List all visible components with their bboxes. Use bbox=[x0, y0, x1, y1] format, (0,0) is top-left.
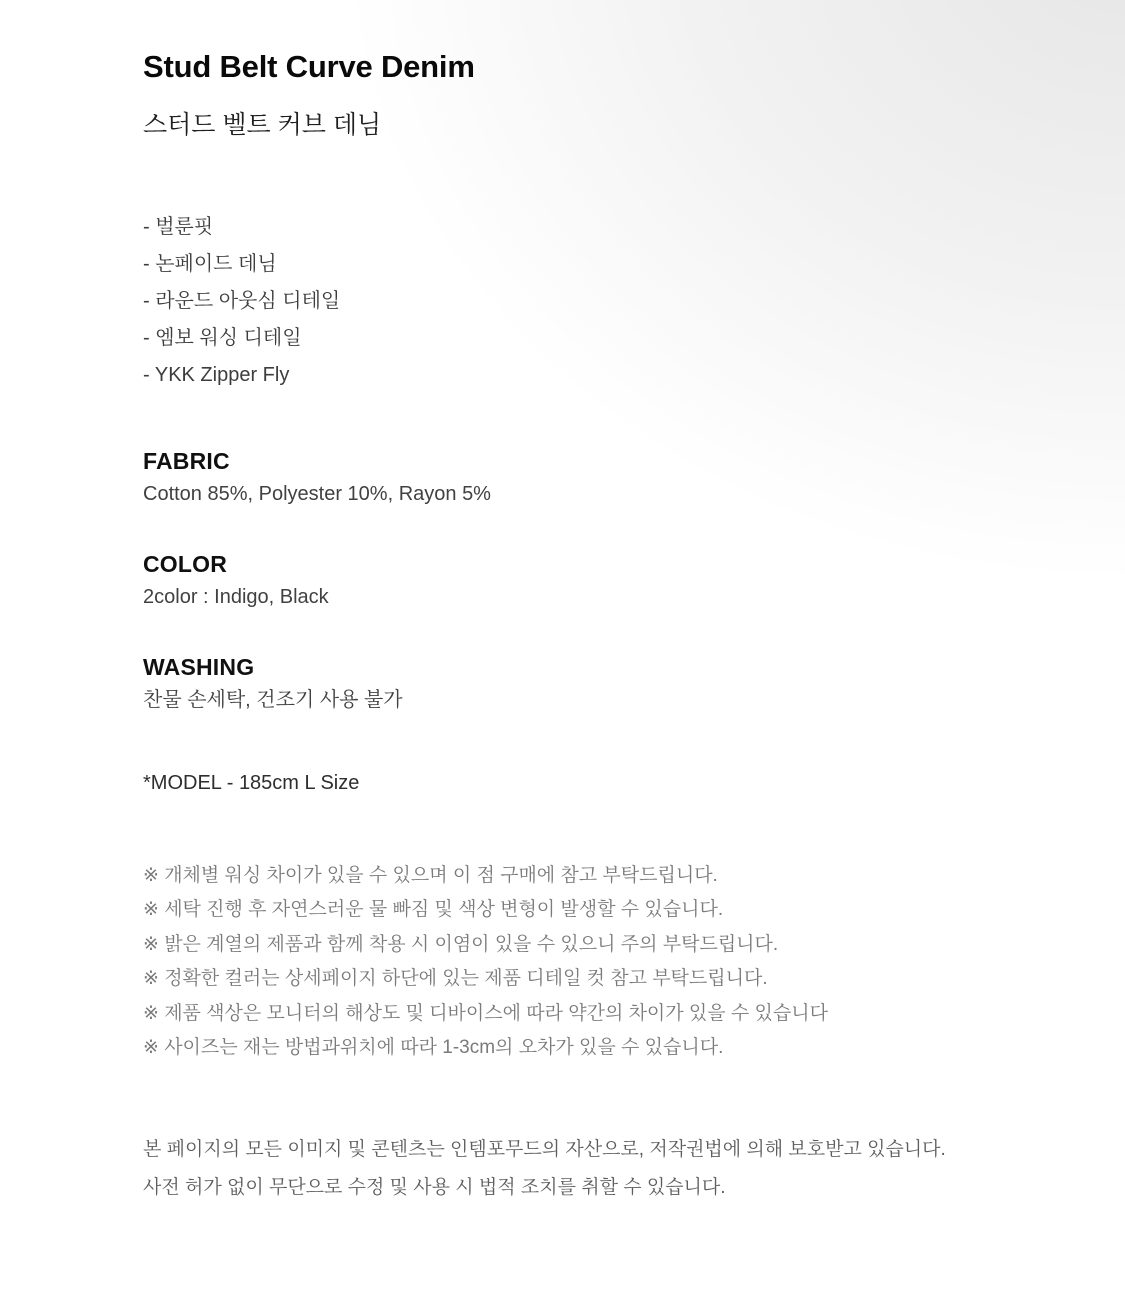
washing-heading: WASHING bbox=[143, 654, 255, 680]
copyright-block bbox=[143, 1131, 1065, 1207]
notice-item: ※ 세탁 진행 후 자연스러운 물 빠짐 및 색상 변형이 발생할 수 있습니다. bbox=[143, 899, 724, 921]
color-value: 2color : Indigo, Black bbox=[143, 586, 329, 608]
feature-item: - 논페이드 데님 bbox=[143, 253, 277, 275]
washing-value: 찬물 손세탁, 건조기 사용 불가 bbox=[143, 689, 403, 711]
notice-item: ※ 제품 색상은 모니터의 해상도 및 디바이스에 따라 약간의 차이가 있을 수 있습니다 bbox=[143, 1002, 828, 1024]
feature-item: - 벌룬핏 bbox=[143, 216, 214, 238]
color-section bbox=[143, 549, 1065, 610]
product-title-korean: 스터드 벨트 커브 데님 bbox=[143, 111, 382, 139]
fabric-section bbox=[143, 446, 1065, 507]
feature-item: - YKK Zipper Fly bbox=[143, 364, 290, 386]
fabric-heading: FABRIC bbox=[143, 448, 230, 474]
notice-item: ※ 사이즈는 재는 방법과위치에 따라 1-3cm의 오차가 있을 수 있습니다. bbox=[143, 1037, 724, 1059]
feature-item: - 라운드 아웃심 디테일 bbox=[143, 290, 341, 312]
feature-item: - 엠보 워싱 디테일 bbox=[143, 327, 302, 349]
notice-item: ※ 정확한 컬러는 상세페이지 하단에 있는 제품 디테일 컷 참고 부탁드립니다. bbox=[143, 968, 768, 990]
copyright-line: 본 페이지의 모든 이미지 및 콘텐츠는 인템포무드의 자산으로, 저작권법에 의해 보호받고 있습니다. bbox=[143, 1139, 946, 1161]
notice-list bbox=[143, 859, 1065, 1065]
copyright-line: 사전 허가 없이 무단으로 수정 및 사용 시 법적 조치를 취할 수 있습니다. bbox=[143, 1177, 726, 1199]
product-title-english: Stud Belt Curve Denim bbox=[143, 49, 475, 84]
notice-item: ※ 밝은 계열의 제품과 함께 착용 시 이염이 있을 수 있으니 주의 부탁드립니다. bbox=[143, 933, 779, 955]
notice-item: ※ 개체별 워싱 차이가 있을 수 있으며 이 점 구매에 참고 부탁드립니다. bbox=[143, 865, 718, 886]
model-size-info: *MODEL - 185cm L Size bbox=[143, 772, 360, 794]
washing-section bbox=[143, 652, 1065, 713]
color-heading: COLOR bbox=[143, 551, 228, 577]
fabric-value: Cotton 85%, Polyester 10%, Rayon 5% bbox=[143, 483, 491, 505]
feature-list bbox=[143, 209, 1065, 394]
